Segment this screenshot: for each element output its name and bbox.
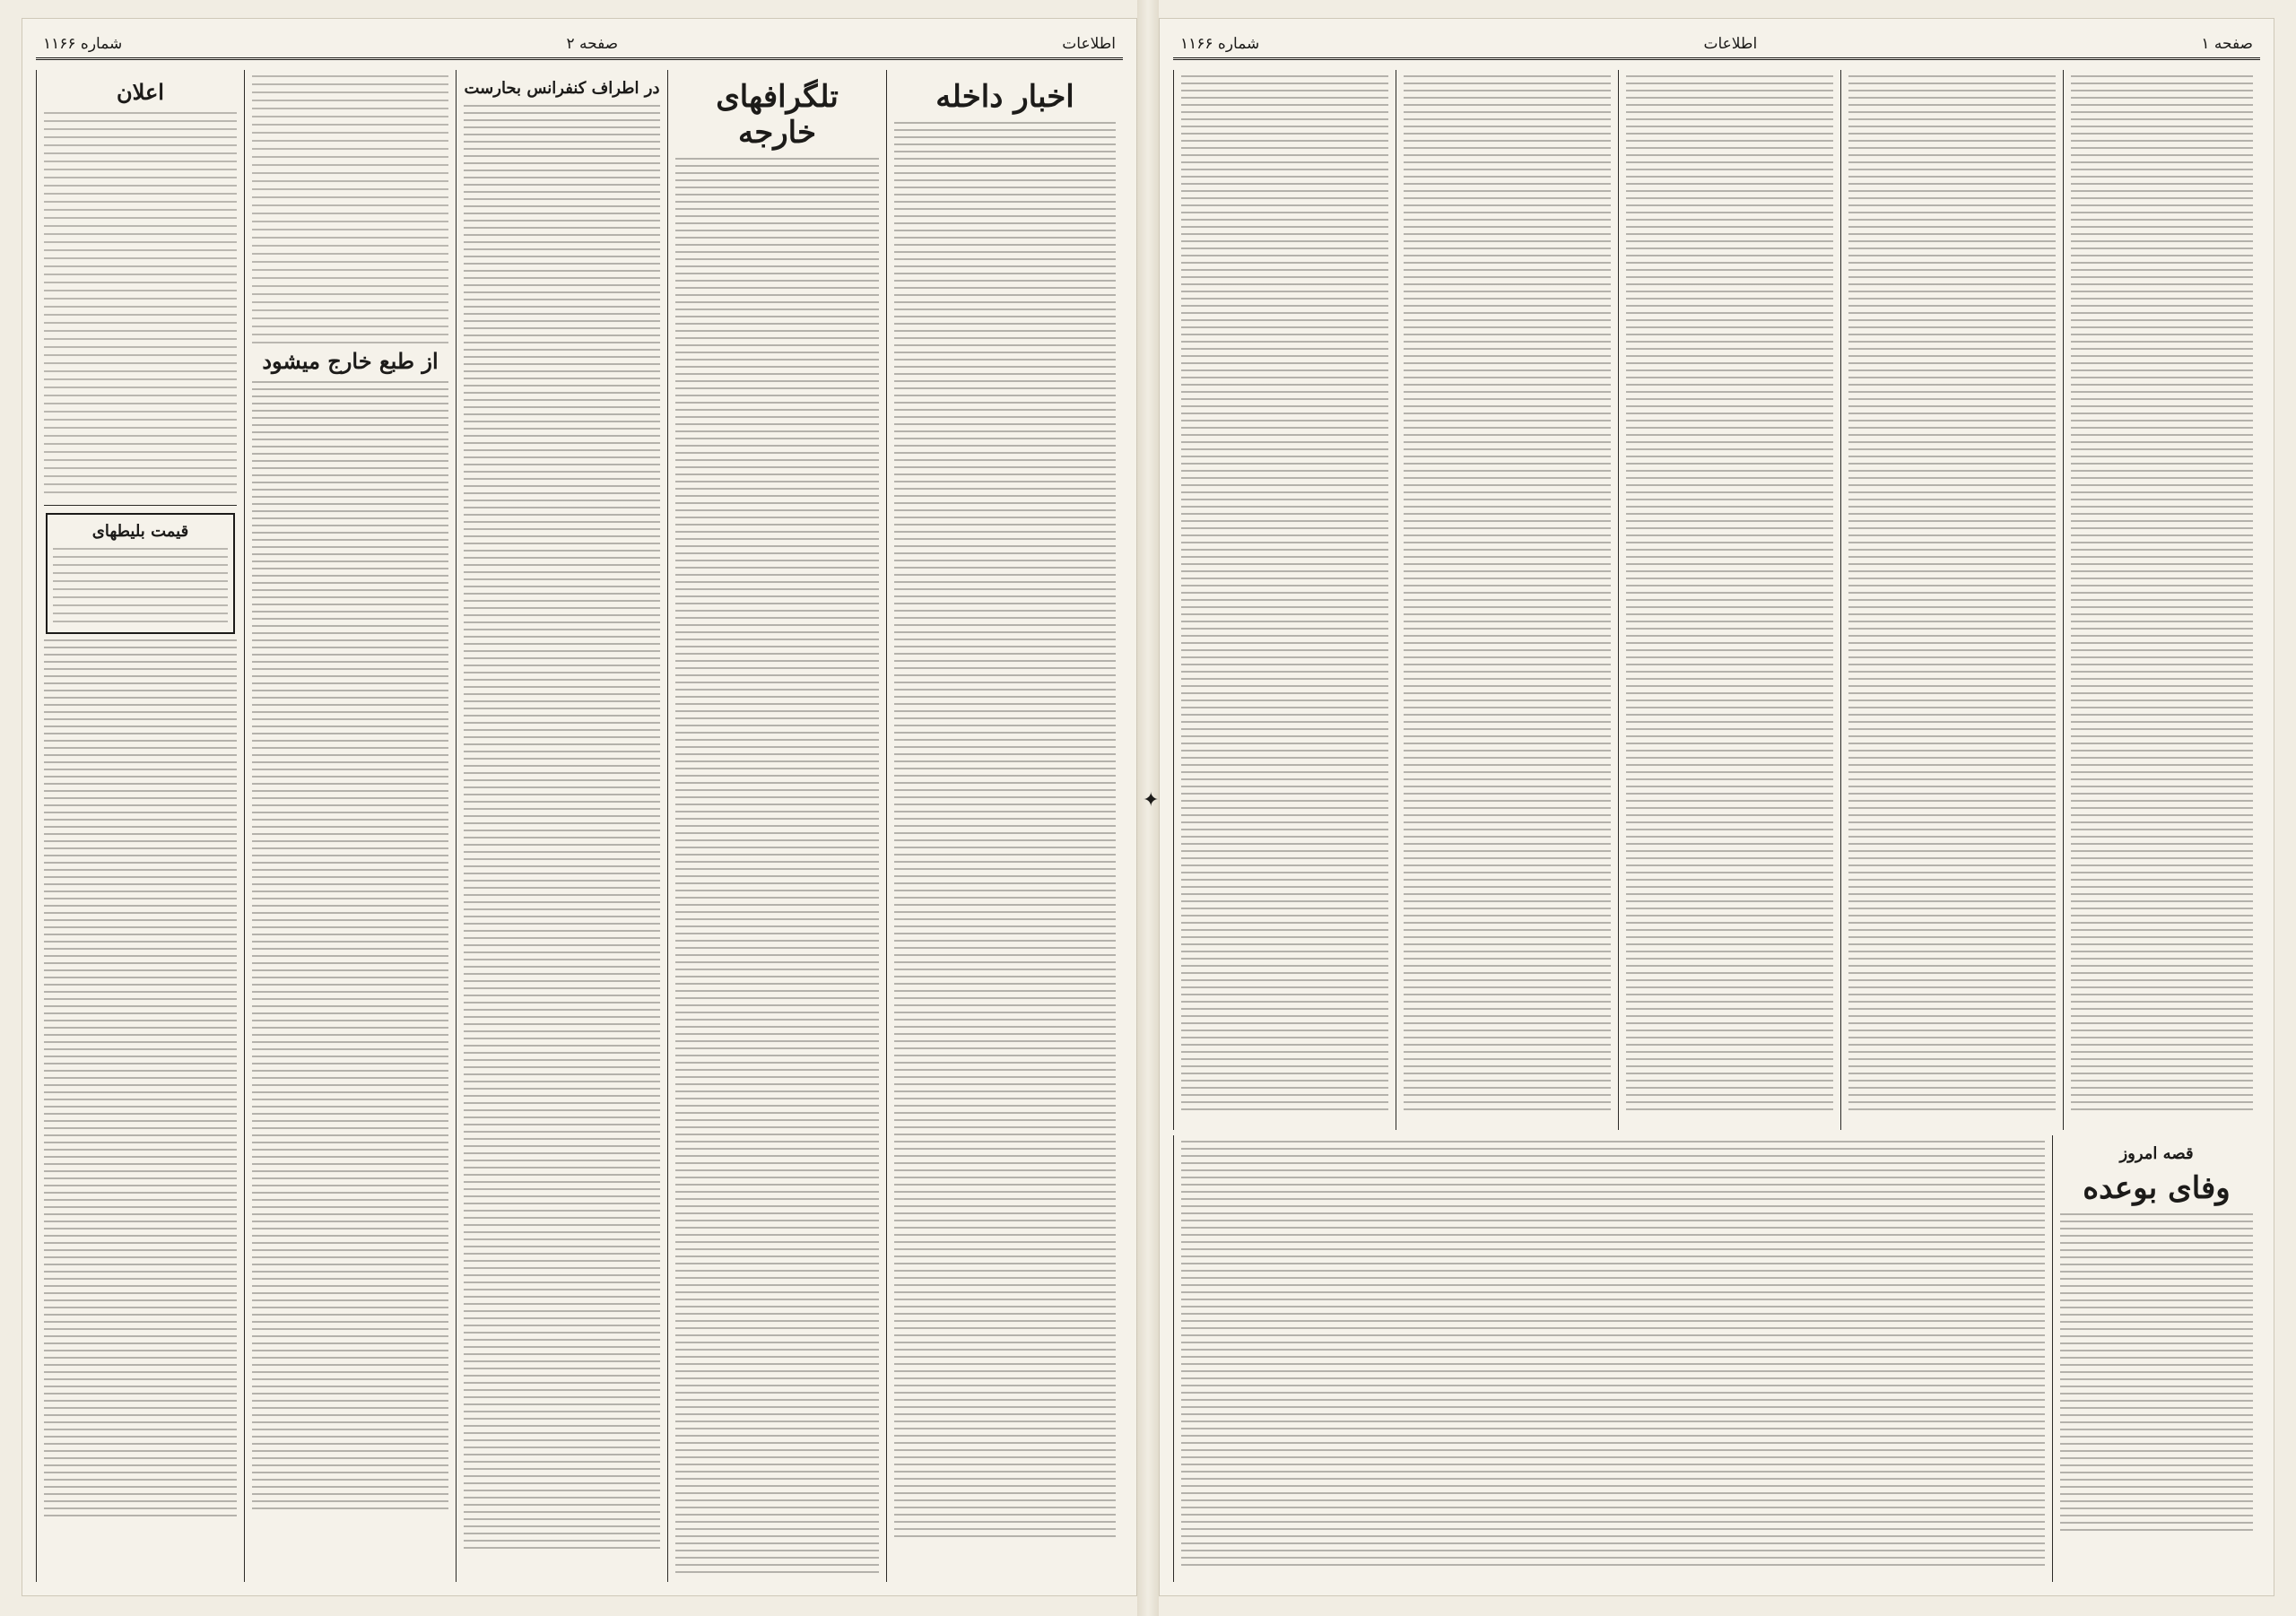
left-col-4-text — [675, 158, 879, 1575]
ads-title: اعلان — [117, 79, 164, 105]
conference-title: در اطراف کنفرانس بحارست — [464, 79, 660, 98]
right-col-1 — [1173, 70, 1396, 1130]
left-col-3-text — [464, 105, 660, 1549]
left-col-2 — [244, 70, 456, 1582]
left-col-1 — [36, 70, 244, 1582]
ticket-price-box — [46, 513, 235, 634]
left-page-header — [36, 30, 1123, 60]
domestic-news-title: اخبار داخله — [935, 79, 1074, 115]
left-col-4 — [667, 70, 886, 1582]
right-header-issue: شماره ۱۱۶۶ — [1180, 35, 1260, 53]
ads-text — [44, 112, 237, 498]
left-col-5 — [886, 70, 1123, 1582]
ticket-price-title: قیمت بلیطهای — [91, 522, 189, 541]
left-page — [22, 18, 1137, 1596]
right-header-title: اطلاعات — [1703, 35, 1758, 53]
story-heading: وفای بوعده — [2083, 1170, 2231, 1206]
right-col-4 — [1840, 70, 2063, 1130]
left-col-5-text — [894, 122, 1116, 1539]
foreign-telegrams-title: تلگرافهای خارجه — [716, 79, 839, 151]
left-header-page: صفحه ۲ — [566, 35, 619, 53]
todays-story-label: قصه امروز — [2119, 1144, 2194, 1163]
gutter-ornament: ✦ — [1143, 789, 1160, 812]
right-bottom-story-body — [1173, 1135, 2052, 1582]
right-page — [1159, 18, 2274, 1596]
right-header-page: صفحه ۱ — [2201, 35, 2253, 53]
left-col-1-text — [44, 639, 237, 1518]
right-col-3 — [1618, 70, 1840, 1130]
right-col-2 — [1396, 70, 1618, 1130]
left-header-title: اطلاعات — [1062, 35, 1116, 53]
right-page-header — [1173, 30, 2260, 60]
printed-title: از طبع خارج میشود — [262, 348, 439, 374]
right-bottom-story-title — [2052, 1135, 2260, 1582]
right-col-5 — [2063, 70, 2260, 1130]
left-col-2-text — [252, 381, 448, 1511]
left-header-issue: شماره ۱۱۶۶ — [43, 35, 123, 53]
left-col-3 — [456, 70, 667, 1582]
